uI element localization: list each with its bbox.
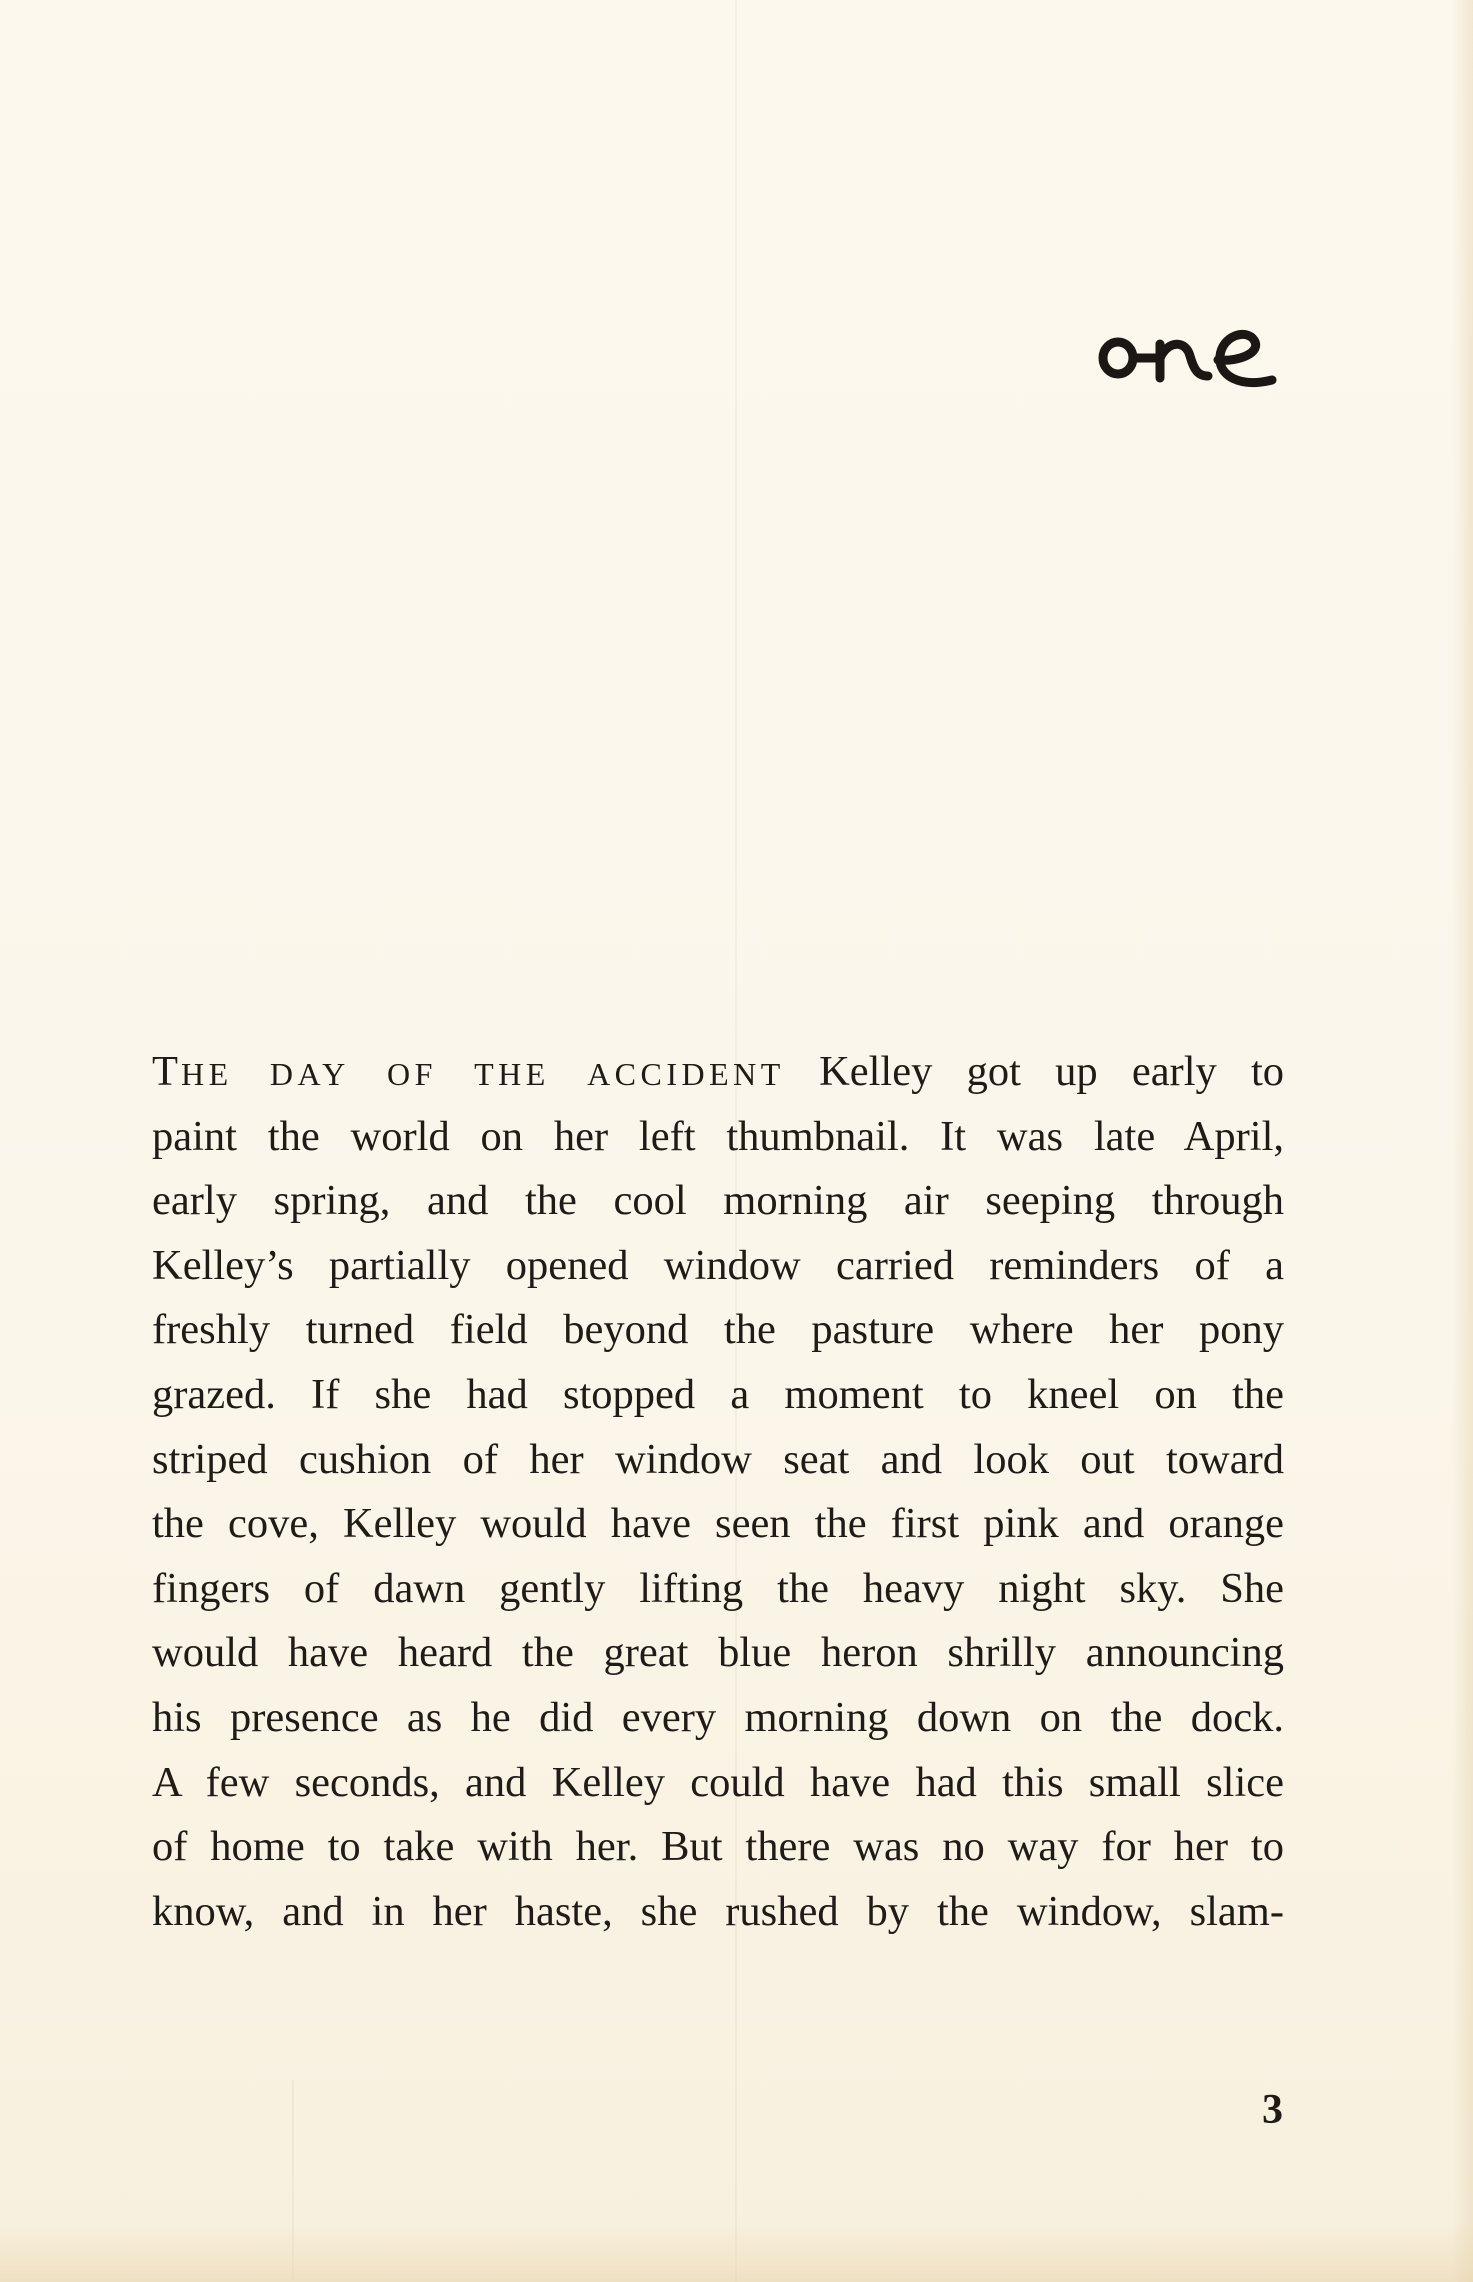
text-line: A few seconds, and Kelley could have had this small slice [152, 1758, 1284, 1806]
page-edge-shadow [1451, 0, 1473, 2282]
page-number: 3 [1262, 2087, 1283, 2133]
opening-small-caps: THE DAY OF THE ACCIDENT [152, 1048, 785, 1095]
text-line: would have heard the great blue heron shrilly announcing [152, 1629, 1284, 1677]
page-bottom-shadow [0, 2222, 1473, 2282]
text-line: fingers of dawn gently lifting the heavy night sky. She [152, 1564, 1284, 1612]
text-line: of home to take with her. But there was no way for her to [152, 1823, 1284, 1871]
chapter-heading [1090, 300, 1310, 410]
text-line: know, and in her haste, she rushed by the window, slam- [152, 1887, 1284, 1935]
text-line: early spring, and the cool morning air seeping through [152, 1177, 1284, 1225]
text-line: the cove, Kelley would have seen the first pink and orange [152, 1500, 1284, 1548]
chapter-heading-lettering [1090, 300, 1310, 410]
text-line: his presence as he did every morning down on the dock. [152, 1693, 1284, 1741]
text-line [152, 1040, 1284, 1105]
text-line: freshly turned field beyond the pasture where her pony [152, 1306, 1284, 1354]
chapter-body-text [152, 1040, 1284, 1944]
text-line: paint the world on her left thumbnail. It was late April, [152, 1112, 1284, 1160]
text-line: striped cushion of her window seat and look out toward [152, 1435, 1284, 1483]
text-line: Kelley’s partially opened window carried reminders of a [152, 1241, 1284, 1289]
text-line-content: Kelley got up early to [819, 1048, 1285, 1095]
text-line: grazed. If she had stopped a moment to kneel on the [152, 1370, 1284, 1418]
